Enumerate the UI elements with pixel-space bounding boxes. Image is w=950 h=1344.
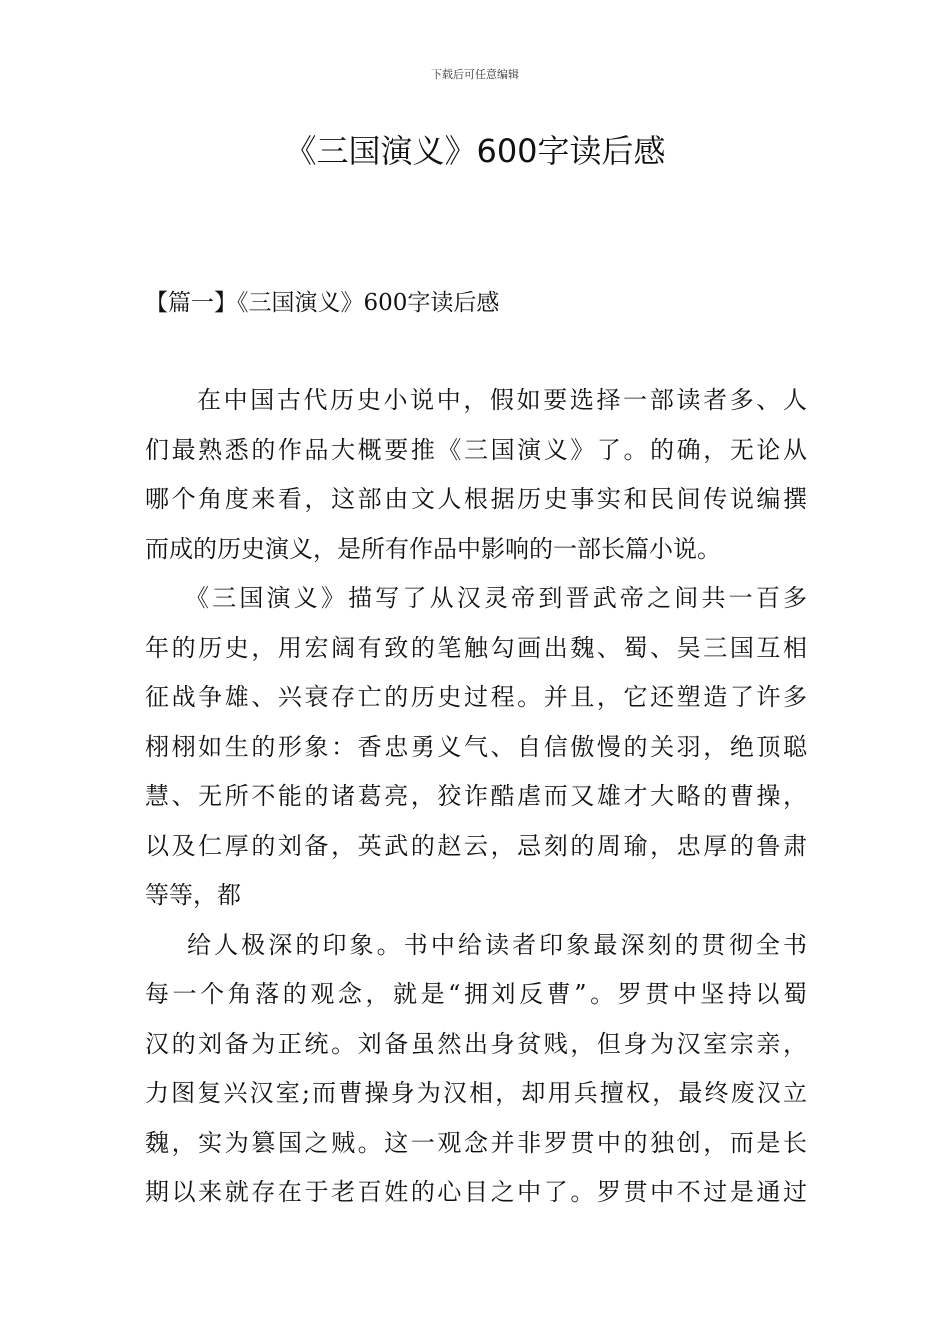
paragraph-line: 们最熟悉的作品大概要推《三国演义》了。的确，无论从 xyxy=(145,435,807,464)
paragraph-line: 汉的刘备为正统。刘备虽然出身贫贱，但身为汉室宗亲， xyxy=(145,1029,807,1058)
paragraph-line: 而成的历史演义，是所有作品中影响的一部长篇小说。 xyxy=(145,534,721,563)
section-heading: 【篇一】《三国演义》600字读后感 xyxy=(145,290,500,316)
paragraph-line: 哪个角度来看，这部由文人根据历史事实和民间传说编撰 xyxy=(145,485,807,513)
paragraph-line: 年的历史，用宏阔有致的笔触勾画出魏、蜀、吴三国互相 xyxy=(145,633,807,662)
paragraph-line: 魏，实为篡国之贼。这一观念并非罗贯中的独创，而是长 xyxy=(145,1128,807,1157)
paragraph-line: 等等，都 xyxy=(145,881,241,909)
paragraph-line: 征战争雄、兴衰存亡的历史过程。并且，它还塑造了许多 xyxy=(145,683,807,711)
paragraph-line: 每一个角落的观念，就是“拥刘反曹”。罗贯中坚持以蜀 xyxy=(145,980,807,1008)
paragraph-line: 以及仁厚的刘备，英武的赵云，忌刻的周瑜，忠厚的鲁肃 xyxy=(145,831,807,860)
header-note: 下载后可任意编辑 xyxy=(431,68,519,81)
paragraph-line: 栩栩如生的形象：香忠勇义气、自信傲慢的关羽，绝顶聪 xyxy=(145,732,807,761)
paragraph-line: 期以来就存在于老百姓的心目之中了。罗贯中不过是通过 xyxy=(145,1178,807,1206)
paragraph-line: 力图复兴汉室;而曹操身为汉相，却用兵擅权，最终废汉立 xyxy=(145,1079,807,1107)
paragraph-line: 慧、无所不能的诸葛亮，狡诈酷虐而又雄才大略的曹操， xyxy=(145,782,807,810)
paragraph-line: 在中国古代历史小说中，假如要选择一部读者多、人 xyxy=(197,386,807,414)
paragraph-line: 给人极深的印象。书中给读者印象最深刻的贯彻全书 xyxy=(187,930,807,959)
document-body xyxy=(145,376,807,1218)
document-title: 《三国演义》600字读后感 xyxy=(284,132,666,170)
paragraph-line: 《三国演义》描写了从汉灵帝到晋武帝之间共一百多 xyxy=(185,584,807,612)
